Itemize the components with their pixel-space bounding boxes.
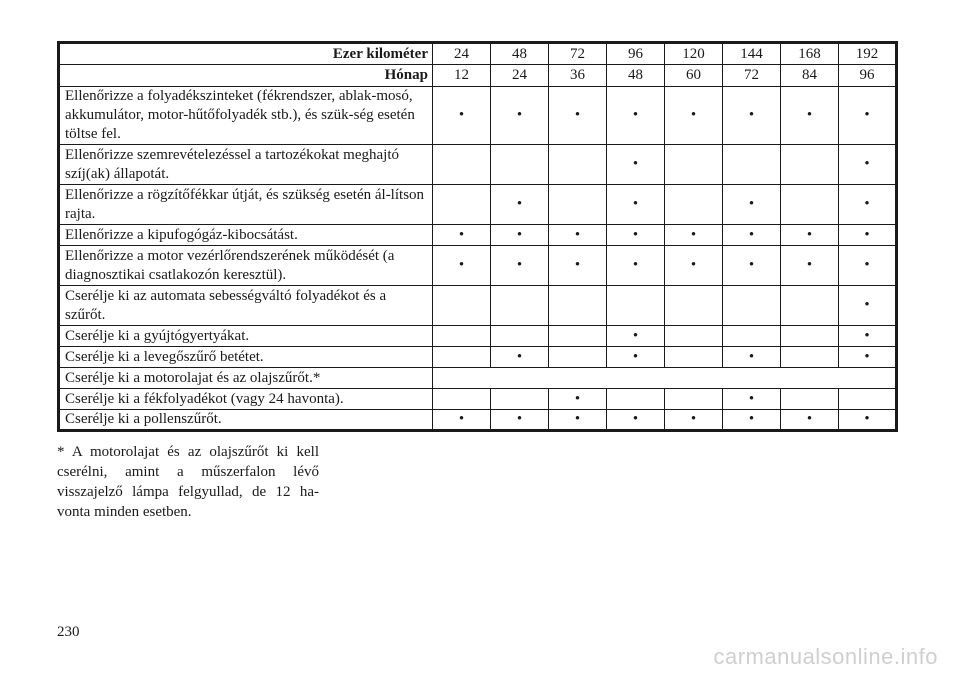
empty-interval-cell bbox=[491, 286, 549, 326]
service-bullet: • bbox=[723, 389, 781, 410]
task-description: Cserélje ki a gyújtógyertyákat. bbox=[59, 326, 433, 347]
schedule-row bbox=[59, 389, 897, 410]
service-bullet: • bbox=[723, 347, 781, 368]
watermark: carmanualsonline.info bbox=[713, 644, 938, 669]
service-bullet: • bbox=[665, 87, 723, 145]
task-description: Ellenőrizze a motor vezérlőrendszerének működését (a diagnosztikai csatlakozón keresztül). bbox=[59, 246, 433, 286]
service-bullet: • bbox=[549, 246, 607, 286]
month-value: 96 bbox=[839, 65, 897, 87]
service-bullet: • bbox=[491, 225, 549, 246]
empty-interval-cell bbox=[433, 145, 491, 185]
task-description: Ellenőrizze a rögzítőfékkar útját, és szükség esetén ál-lítson rajta. bbox=[59, 185, 433, 225]
empty-interval-cell bbox=[607, 286, 665, 326]
month-value: 48 bbox=[607, 65, 665, 87]
service-bullet: • bbox=[607, 225, 665, 246]
service-bullet: • bbox=[781, 225, 839, 246]
km-value: 96 bbox=[607, 43, 665, 65]
km-value: 144 bbox=[723, 43, 781, 65]
task-description: Ellenőrizze a kipufogógáz-kibocsátást. bbox=[59, 225, 433, 246]
service-bullet: • bbox=[433, 87, 491, 145]
service-bullet: • bbox=[839, 145, 897, 185]
km-value: 192 bbox=[839, 43, 897, 65]
service-bullet: • bbox=[491, 185, 549, 225]
month-value: 84 bbox=[781, 65, 839, 87]
empty-interval-cell bbox=[665, 389, 723, 410]
schedule-row bbox=[59, 347, 897, 368]
month-value: 36 bbox=[549, 65, 607, 87]
schedule-row bbox=[59, 185, 897, 225]
service-bullet: • bbox=[723, 246, 781, 286]
schedule-row bbox=[59, 286, 897, 326]
empty-interval-cell bbox=[433, 185, 491, 225]
empty-interval-cell bbox=[607, 389, 665, 410]
service-bullet: • bbox=[839, 410, 897, 431]
service-bullet: • bbox=[491, 410, 549, 431]
empty-interval-cell bbox=[723, 326, 781, 347]
service-bullet: • bbox=[839, 87, 897, 145]
task-description: Cserélje ki a levegőszűrő betétet. bbox=[59, 347, 433, 368]
empty-interval-cell bbox=[665, 145, 723, 185]
empty-interval-cell bbox=[781, 347, 839, 368]
service-bullet: • bbox=[433, 410, 491, 431]
km-header-row bbox=[59, 43, 897, 65]
task-description: Ellenőrizze szemrevételezéssel a tartozékokat meghajtó szíj(ak) állapotát. bbox=[59, 145, 433, 185]
empty-interval-cell bbox=[491, 145, 549, 185]
empty-interval-cell bbox=[781, 389, 839, 410]
empty-interval-cell bbox=[491, 326, 549, 347]
maintenance-schedule-table bbox=[57, 41, 898, 432]
empty-interval-cell bbox=[781, 145, 839, 185]
service-bullet: • bbox=[839, 326, 897, 347]
month-value: 72 bbox=[723, 65, 781, 87]
service-bullet: • bbox=[839, 347, 897, 368]
empty-interval-cell bbox=[491, 389, 549, 410]
empty-interval-cell bbox=[549, 347, 607, 368]
service-bullet: • bbox=[723, 87, 781, 145]
service-bullet: • bbox=[839, 286, 897, 326]
empty-interval-cell bbox=[723, 286, 781, 326]
km-value: 48 bbox=[491, 43, 549, 65]
km-header-label: Ezer kilométer bbox=[59, 43, 433, 65]
service-bullet: • bbox=[723, 225, 781, 246]
merged-interval-cell bbox=[433, 368, 897, 389]
service-bullet: • bbox=[607, 410, 665, 431]
service-bullet: • bbox=[839, 225, 897, 246]
empty-interval-cell bbox=[665, 286, 723, 326]
task-description: Ellenőrizze a folyadékszinteket (fékrendszer, ablak-mosó, akkumulátor, motor-hűtőfolyadék stb.), és szük-ség esetén töltse fel. bbox=[59, 87, 433, 145]
month-value: 12 bbox=[433, 65, 491, 87]
schedule-row bbox=[59, 145, 897, 185]
service-bullet: • bbox=[549, 389, 607, 410]
service-bullet: • bbox=[723, 185, 781, 225]
empty-interval-cell bbox=[549, 185, 607, 225]
task-description: Cserélje ki a motorolajat és az olajszűrőt.* bbox=[59, 368, 433, 389]
service-bullet: • bbox=[433, 225, 491, 246]
service-bullet: • bbox=[665, 246, 723, 286]
service-bullet: • bbox=[781, 246, 839, 286]
service-bullet: • bbox=[607, 87, 665, 145]
empty-interval-cell bbox=[433, 347, 491, 368]
service-bullet: • bbox=[549, 87, 607, 145]
service-bullet: • bbox=[781, 410, 839, 431]
service-bullet: • bbox=[781, 87, 839, 145]
schedule-row bbox=[59, 326, 897, 347]
empty-interval-cell bbox=[549, 145, 607, 185]
month-value: 60 bbox=[665, 65, 723, 87]
empty-interval-cell bbox=[781, 326, 839, 347]
service-bullet: • bbox=[723, 410, 781, 431]
page-number: 230 bbox=[57, 624, 80, 640]
service-bullet: • bbox=[607, 326, 665, 347]
service-bullet: • bbox=[491, 347, 549, 368]
month-header-row bbox=[59, 65, 897, 87]
empty-interval-cell bbox=[665, 185, 723, 225]
schedule-row bbox=[59, 368, 897, 389]
service-bullet: • bbox=[607, 347, 665, 368]
schedule-row bbox=[59, 87, 897, 145]
service-bullet: • bbox=[839, 246, 897, 286]
service-bullet: • bbox=[665, 410, 723, 431]
empty-interval-cell bbox=[839, 389, 897, 410]
empty-interval-cell bbox=[433, 326, 491, 347]
empty-interval-cell bbox=[433, 389, 491, 410]
service-bullet: • bbox=[549, 225, 607, 246]
schedule-row bbox=[59, 410, 897, 431]
empty-interval-cell bbox=[723, 145, 781, 185]
service-bullet: • bbox=[549, 410, 607, 431]
task-description: Cserélje ki a pollenszűrőt. bbox=[59, 410, 433, 431]
service-bullet: • bbox=[839, 185, 897, 225]
service-bullet: • bbox=[491, 87, 549, 145]
empty-interval-cell bbox=[549, 326, 607, 347]
empty-interval-cell bbox=[781, 185, 839, 225]
service-bullet: • bbox=[607, 145, 665, 185]
km-value: 168 bbox=[781, 43, 839, 65]
schedule-row bbox=[59, 225, 897, 246]
schedule-row bbox=[59, 246, 897, 286]
service-bullet: • bbox=[665, 225, 723, 246]
month-value: 24 bbox=[491, 65, 549, 87]
task-description: Cserélje ki az automata sebességváltó folyadékot és a szűrőt. bbox=[59, 286, 433, 326]
km-value: 72 bbox=[549, 43, 607, 65]
km-value: 24 bbox=[433, 43, 491, 65]
schedule-body bbox=[59, 87, 897, 431]
service-bullet: • bbox=[491, 246, 549, 286]
km-value: 120 bbox=[665, 43, 723, 65]
empty-interval-cell bbox=[665, 347, 723, 368]
footnote: * A motorolajat és az olajszűrőt ki kell cserélni, amint a műszerfalon lévő visszajelző lámpa felgyullad, de 12 ha-vonta minden esetben. bbox=[57, 444, 319, 520]
empty-interval-cell bbox=[781, 286, 839, 326]
service-bullet: • bbox=[607, 246, 665, 286]
empty-interval-cell bbox=[665, 326, 723, 347]
empty-interval-cell bbox=[433, 286, 491, 326]
task-description: Cserélje ki a fékfolyadékot (vagy 24 havonta). bbox=[59, 389, 433, 410]
service-bullet: • bbox=[607, 185, 665, 225]
empty-interval-cell bbox=[549, 286, 607, 326]
service-bullet: • bbox=[433, 246, 491, 286]
month-header-label: Hónap bbox=[59, 65, 433, 87]
